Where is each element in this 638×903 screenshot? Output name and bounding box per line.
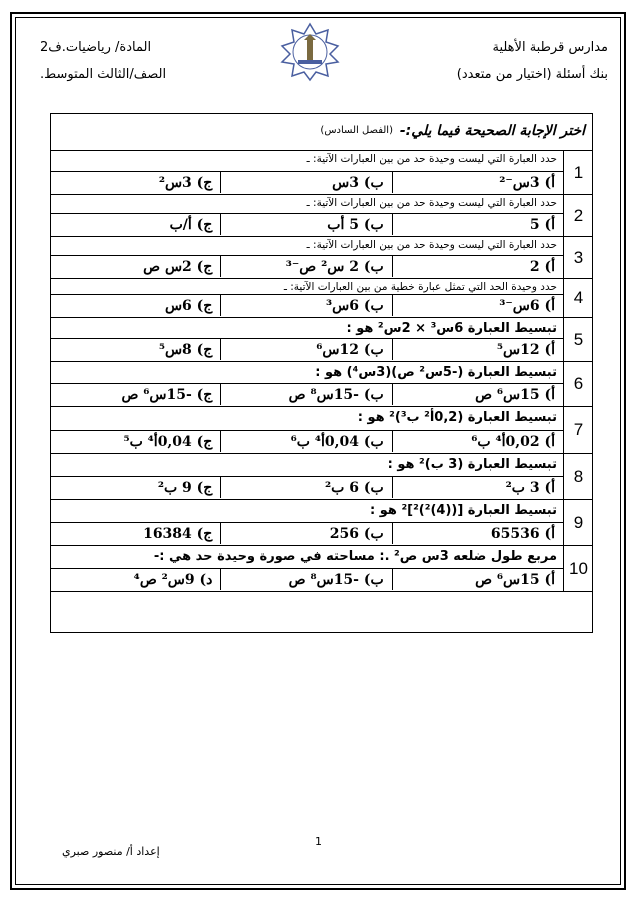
question-row — [50, 454, 593, 500]
question-row — [50, 362, 593, 407]
option-c[interactable]: ج) أ/ب — [50, 213, 221, 235]
question-text: حدد العبارة التي ليست وحيدة حد من بين العبارات الآتية: ـ — [306, 239, 557, 251]
option-c[interactable]: ج) 16384 — [50, 522, 221, 544]
section-header — [50, 113, 593, 151]
option-c[interactable]: د) 9س² ص⁴ — [50, 568, 221, 590]
option-a[interactable]: أ) 6س⁻³ — [393, 294, 563, 316]
option-a[interactable]: أ) 0,02أ⁴ ب⁶ — [393, 430, 563, 452]
question-text: حدد العبارة التي ليست وحيدة حد من بين العبارات الآتية: ـ — [306, 153, 557, 165]
answer-options — [50, 338, 563, 360]
question-row — [50, 195, 593, 237]
question-number: 1 — [563, 151, 593, 194]
question-number: 3 — [563, 237, 593, 278]
option-a[interactable]: أ) 3 ب² — [393, 476, 563, 498]
option-c[interactable]: ج) 9 ب² — [50, 476, 221, 498]
option-a[interactable]: أ) 2 — [393, 255, 563, 277]
option-c[interactable]: ج) 6س — [50, 294, 221, 316]
option-c[interactable]: ج) 0,04أ⁴ ب⁵ — [50, 430, 221, 452]
option-b[interactable]: ب) 12س⁶ — [221, 338, 392, 360]
option-a[interactable]: أ) 3س⁻² — [393, 171, 563, 193]
section-title: اختر الإجابة الصحيحة فيما يلي:- — [399, 123, 585, 139]
question-number: 8 — [563, 454, 593, 499]
question-text: تبسيط العبارة (0,2أ² ب³)² هو : — [357, 410, 557, 425]
school-logo — [280, 22, 340, 82]
answer-options — [50, 255, 563, 277]
question-text: حدد العبارة التي ليست وحيدة حد من بين العبارات الآتية: ـ — [306, 197, 557, 209]
question-number: 10 — [563, 546, 593, 591]
question-row — [50, 279, 593, 318]
answer-options — [50, 171, 563, 193]
option-b[interactable]: ب) 6 ب² — [221, 476, 392, 498]
option-c[interactable]: ج) 2س ص — [50, 255, 221, 277]
question-bank-label: بنك أسئلة (اختيار من متعدد) — [456, 67, 608, 82]
option-b[interactable]: ب) -15س⁸ ص — [221, 568, 392, 590]
question-number: 4 — [563, 279, 593, 317]
question-text: مربع طول ضلعه 3س ص² .: مساحته في صورة وحيدة حد هي :- — [153, 549, 557, 564]
subject-label: المادة/ رياضيات.ف2 — [40, 40, 152, 55]
option-a[interactable]: أ) 15س⁶ ص — [393, 383, 563, 405]
answer-options — [50, 522, 563, 544]
answer-options — [50, 294, 563, 316]
question-number: 2 — [563, 195, 593, 236]
question-number: 5 — [563, 318, 593, 361]
answer-options — [50, 213, 563, 235]
option-c[interactable]: ج) 3س² — [50, 171, 221, 193]
option-a[interactable]: أ) 15س⁶ ص — [393, 568, 563, 590]
question-text: تبسيط العبارة (3 ب)² هو : — [387, 457, 557, 472]
option-a[interactable]: أ) 65536 — [393, 522, 563, 544]
answer-options — [50, 430, 563, 452]
question-text: تبسيط العبارة (-5س² ص)(3س⁴) هو : — [315, 365, 557, 380]
option-a[interactable]: أ) 5 — [393, 213, 563, 235]
option-c[interactable]: ج) 8س⁵ — [50, 338, 221, 360]
option-a[interactable]: أ) 12س⁵ — [393, 338, 563, 360]
page-number: 1 — [315, 835, 322, 848]
option-b[interactable]: ب) 256 — [221, 522, 392, 544]
question-row — [50, 318, 593, 362]
question-row — [50, 546, 593, 592]
question-text: تبسيط العبارة 6س³ × 2س² هو : — [346, 321, 557, 336]
question-text: تبسيط العبارة [((4)²)²]² هو : — [370, 503, 557, 518]
option-b[interactable]: ب) 3س — [221, 171, 392, 193]
answer-options — [50, 383, 563, 405]
question-row — [50, 500, 593, 546]
option-b[interactable]: ب) 5 أب — [221, 213, 392, 235]
option-b[interactable]: ب) -15س⁸ ص — [221, 383, 392, 405]
question-number: 6 — [563, 362, 593, 406]
grade-label: الصف/الثالث المتوسط. — [40, 67, 167, 82]
answer-options — [50, 476, 563, 498]
answer-options — [50, 568, 563, 590]
option-b[interactable]: ب) 2 س² ص⁻³ — [221, 255, 392, 277]
option-b[interactable]: ب) 6س³ — [221, 294, 392, 316]
question-number: 7 — [563, 407, 593, 453]
question-row — [50, 151, 593, 195]
option-c[interactable]: ج) -15س⁶ ص — [50, 383, 221, 405]
question-text: حدد وحيدة الحد التي تمثل عبارة خطية من بين العبارات الآتية: ـ — [283, 281, 557, 293]
question-row — [50, 407, 593, 454]
chapter-label: (الفصل السادس) — [320, 125, 393, 136]
author-credit: إعداد أ/ منصور صبري — [62, 845, 160, 858]
option-b[interactable]: ب) 0,04أ⁴ ب⁶ — [221, 430, 392, 452]
question-row — [50, 237, 593, 279]
question-number: 9 — [563, 500, 593, 545]
school-name: مدارس قرطبة الأهلية — [492, 40, 608, 55]
